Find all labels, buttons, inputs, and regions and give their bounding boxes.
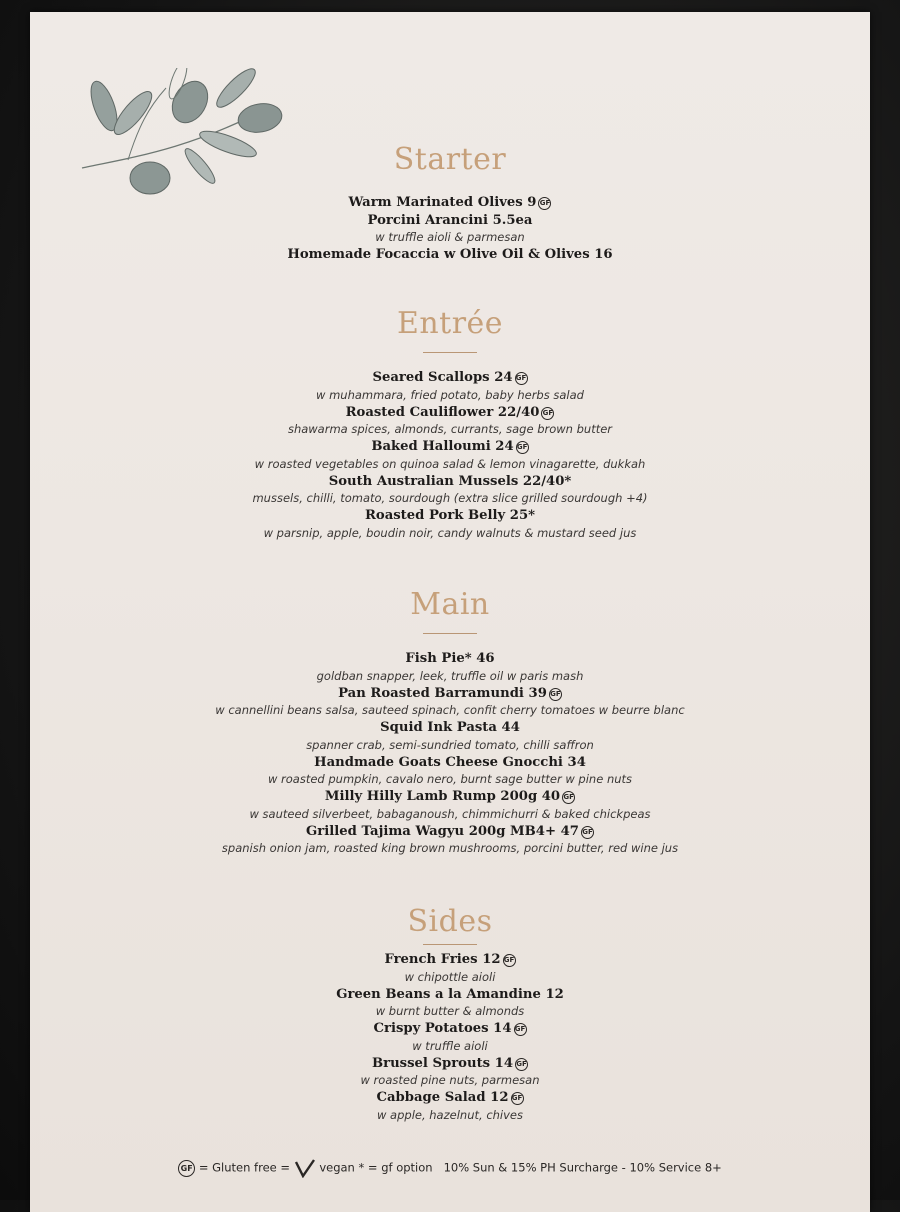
menu-item-description: w roasted pumpkin, cavalo nero, burnt sage butter w pine nuts xyxy=(267,772,633,786)
section-entree xyxy=(0,306,900,542)
menu-item-description: w chipottle aioli xyxy=(404,969,496,984)
gluten-free-icon: GF xyxy=(515,1058,528,1071)
menu-item-name xyxy=(0,194,900,212)
surcharge-note: 10% Sun & 15% PH Surcharge - 10% Service 8+ xyxy=(443,1160,722,1175)
menu-item-title: Roasted Pork Belly 25* xyxy=(364,508,536,523)
menu-item-name xyxy=(0,650,900,668)
menu-item-title: Handmade Goats Cheese Gnocchi 34 xyxy=(314,754,586,770)
menu-list xyxy=(0,369,900,542)
menu-footer xyxy=(0,1158,900,1178)
menu-item-description: spanish onion jam, roasted king brown mushrooms, porcini butter, red wine jus xyxy=(221,841,679,855)
gluten-free-icon: GF xyxy=(511,1092,524,1105)
menu-item-description: w muhammara, fried potato, baby herbs salad xyxy=(316,387,584,402)
menu-item-description: w cannellini beans salsa, sauteed spinach, confit cherry tomatoes w beurre blanc xyxy=(215,703,685,717)
section-title: Sides xyxy=(407,904,493,939)
gluten-free-icon: GF xyxy=(549,688,562,701)
section-main xyxy=(0,587,900,857)
menu-item-name xyxy=(0,1020,900,1038)
section-sides xyxy=(0,904,900,1124)
menu-item-title: Seared Scallops 24 xyxy=(372,370,513,385)
menu-item-name xyxy=(0,212,900,230)
menu-item-description: w truffle aioli & parmesan xyxy=(375,230,525,244)
gluten-free-icon: GF xyxy=(514,1023,527,1036)
menu-item-description: w roasted vegetables on quinoa salad & lemon vinagarette, dukkah xyxy=(254,456,646,471)
menu-item-title: Milly Hilly Lamb Rump 200g 40 xyxy=(324,789,561,804)
gluten-free-icon: GF xyxy=(516,441,529,454)
menu-item-name xyxy=(0,1089,900,1107)
menu-item-description: w truffle aioli xyxy=(412,1038,488,1053)
menu-item-name xyxy=(0,788,900,806)
menu-item-description: mussels, chilli, tomato, sourdough (extra slice grilled sourdough +4) xyxy=(252,491,648,505)
menu-item-title: French Fries 12 xyxy=(384,952,501,967)
menu-item-description: w sauteed silverbeet, babaganoush, chimmichurri & baked chickpeas xyxy=(249,806,651,821)
menu-item-description: w roasted pine nuts, parmesan xyxy=(360,1073,540,1087)
menu-item-name xyxy=(0,507,900,525)
menu-item-name xyxy=(0,719,900,737)
menu-item-name xyxy=(0,404,900,422)
menu-list xyxy=(0,951,900,1124)
gluten-free-icon: GF xyxy=(581,826,594,839)
menu-item-title: Roasted Cauliflower 22/40 xyxy=(345,404,540,420)
menu-item-title: Warm Marinated Olives 9 xyxy=(348,195,537,210)
menu-item-title: Brussel Sprouts 14 xyxy=(371,1055,514,1071)
gf-option-legend: * = gf option xyxy=(358,1160,433,1175)
menu-item-title: Pan Roasted Barramundi 39 xyxy=(338,685,547,701)
menu-item-title: Crispy Potatoes 14 xyxy=(373,1021,512,1036)
menu-item-name xyxy=(0,1055,900,1073)
menu-item-description: shawarma spices, almonds, currants, sage brown butter xyxy=(287,422,613,436)
menu-item-title: Green Beans a la Amandine 12 xyxy=(336,986,564,1002)
gluten-free-icon: GF xyxy=(503,954,516,967)
gluten-free-icon: GF xyxy=(538,197,551,210)
gluten-free-icon: GF xyxy=(178,1160,195,1177)
menu-item-title: South Australian Mussels 22/40* xyxy=(328,473,572,489)
menu-item-name xyxy=(0,369,900,387)
menu-item-name xyxy=(0,685,900,703)
menu-item-name xyxy=(0,438,900,456)
menu-item-name xyxy=(0,754,900,772)
section-starter xyxy=(0,142,900,264)
menu-item-title: Grilled Tajima Wagyu 200g MB4+ 47 xyxy=(306,823,579,839)
menu-item-title: Squid Ink Pasta 44 xyxy=(380,720,520,735)
menu-item-description: w parsnip, apple, boudin noir, candy walnuts & mustard seed jus xyxy=(263,525,637,540)
menu-item-description: w apple, hazelnut, chives xyxy=(376,1107,523,1122)
menu-item-title: Cabbage Salad 12 xyxy=(376,1090,509,1105)
gluten-free-icon: GF xyxy=(562,791,575,804)
gluten-free-icon: GF xyxy=(515,372,528,385)
menu-item-name xyxy=(0,473,900,491)
section-title: Main xyxy=(410,587,490,622)
menu-item-name xyxy=(0,951,900,969)
menu-item-title: Baked Halloumi 24 xyxy=(371,439,514,454)
vegan-icon xyxy=(294,1158,316,1178)
section-title: Entrée xyxy=(396,306,504,341)
section-title: Starter xyxy=(393,142,507,177)
gluten-free-icon: GF xyxy=(541,407,554,420)
gluten-free-legend: = Gluten free = xyxy=(198,1160,291,1175)
menu-item-description: spanner crab, semi-sundried tomato, chilli saffron xyxy=(306,737,594,752)
menu-item-name xyxy=(0,246,900,264)
menu-item-title: Fish Pie* 46 xyxy=(405,651,495,666)
menu-list xyxy=(0,650,900,857)
menu-item-title: Porcini Arancini 5.5ea xyxy=(367,212,533,228)
menu-item-name xyxy=(0,986,900,1004)
menu-item-description: w burnt butter & almonds xyxy=(375,1004,525,1018)
menu-item-name xyxy=(0,823,900,841)
vegan-legend: vegan xyxy=(319,1160,355,1175)
menu-item-title: Homemade Focaccia w Olive Oil & Olives 16 xyxy=(287,247,613,262)
menu-list xyxy=(0,194,900,264)
menu-item-description: goldban snapper, leek, truffle oil w paris mash xyxy=(316,668,584,683)
